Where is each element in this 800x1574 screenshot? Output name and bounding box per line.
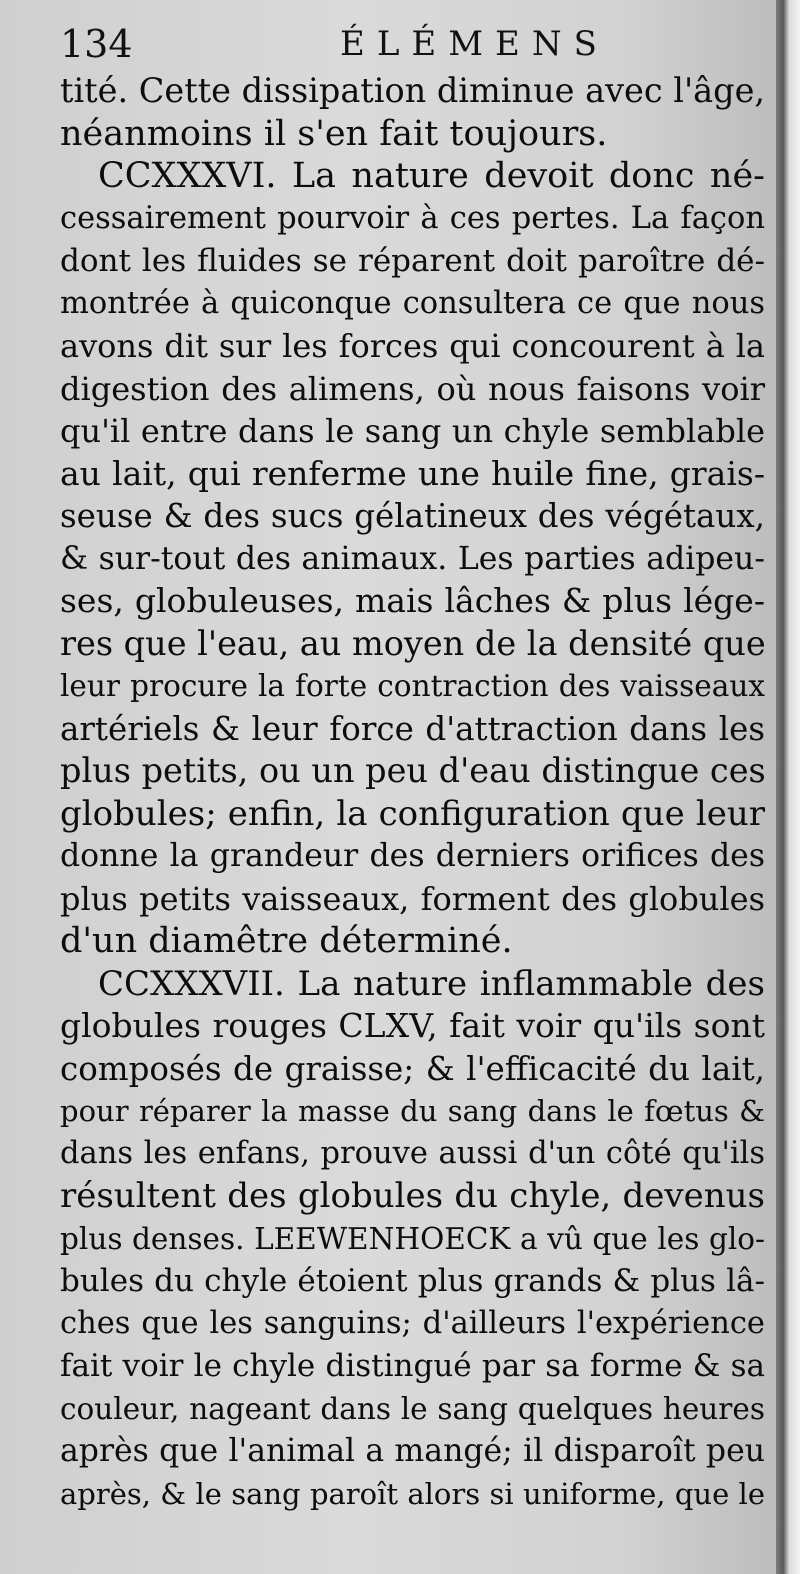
text-line: res que l'eau, au moyen de la densité que — [60, 623, 766, 663]
page-number: 134 — [60, 22, 133, 66]
running-head: ÉLÉMENS — [340, 24, 609, 64]
text-line: résultent des globules du chyle, devenus — [60, 1176, 765, 1216]
text-line: avons dit sur les forces qui concourent à la — [60, 327, 765, 365]
text-line: dans les enfans, prouve aussi d'un côté qu'ils — [60, 1135, 765, 1171]
text-line: ses, globuleuses, mais lâches & plus lége- — [60, 581, 765, 620]
text-line: & sur-tout des animaux. Les parties adipeu- — [60, 540, 765, 577]
text-line: cessairement pourvoir à ces pertes. La façon — [60, 200, 765, 236]
text-line: tité. Cette dissipation diminue avec l'âge, — [60, 71, 766, 110]
text-line: CCXXXVII. La nature inflammable des — [98, 963, 765, 1004]
text-line: plus petits vaisseaux, forment des globules — [60, 879, 765, 918]
text-line: globules rouges CLXV, fait voir qu'ils sont — [60, 1006, 765, 1045]
text-line: montrée à quiconque consultera ce que nous — [60, 285, 765, 321]
text-line: donne la grandeur des derniers orifices des — [60, 838, 765, 874]
text-line: artériels & leur force d'attraction dans les — [60, 709, 765, 748]
text-line: après, & le sang paroît alors si uniforme, que le — [60, 1476, 765, 1511]
text-line: composés de graisse; & l'efficacité du lait, — [60, 1049, 765, 1088]
text-line: ches que les sanguins; d'ailleurs l'expérience — [60, 1305, 765, 1341]
body-text — [60, 70, 765, 1515]
text-line: plus petits, ou un peu d'eau distingue ces — [60, 751, 766, 790]
page-header — [60, 16, 760, 72]
text-line: dont les fluides se réparent doit paroître dé- — [60, 243, 765, 279]
text-line: au lait, qui renferme une huile fine, grais- — [60, 453, 765, 493]
text-line: qu'il entre dans le sang un chyle semblable — [60, 412, 765, 450]
text-line: fait voir le chyle distingué par sa forme & sa — [60, 1348, 765, 1384]
text-line: seuse & des sucs gélatineux des végétaux, — [60, 497, 765, 535]
text-line: après que l'animal a mangé; il disparoît peu — [60, 1433, 765, 1469]
text-line: digestion des alimens, où nous faisons voir — [60, 369, 765, 408]
text-line: bules du chyle étoient plus grands & plus lâ- — [60, 1263, 765, 1299]
text-line: globules; enfin, la configuration que leur — [60, 793, 765, 834]
text-line: CCXXXVI. La nature devoit donc né- — [98, 156, 765, 196]
text-line: néanmoins il s'en fait toujours. — [60, 113, 608, 154]
text-line: d'un diamêtre déterminé. — [60, 921, 513, 961]
text-line: leur procure la forte contraction des vaisseaux — [60, 669, 765, 703]
text-line: couleur, nageant dans le sang quelques heures — [60, 1391, 765, 1426]
text-line: pour réparer la masse du sang dans le fœtus & — [60, 1094, 765, 1128]
text-line: plus denses. LEEWENHOECK a vû que les glo- — [60, 1221, 765, 1256]
page-fore-edge — [776, 0, 800, 1574]
